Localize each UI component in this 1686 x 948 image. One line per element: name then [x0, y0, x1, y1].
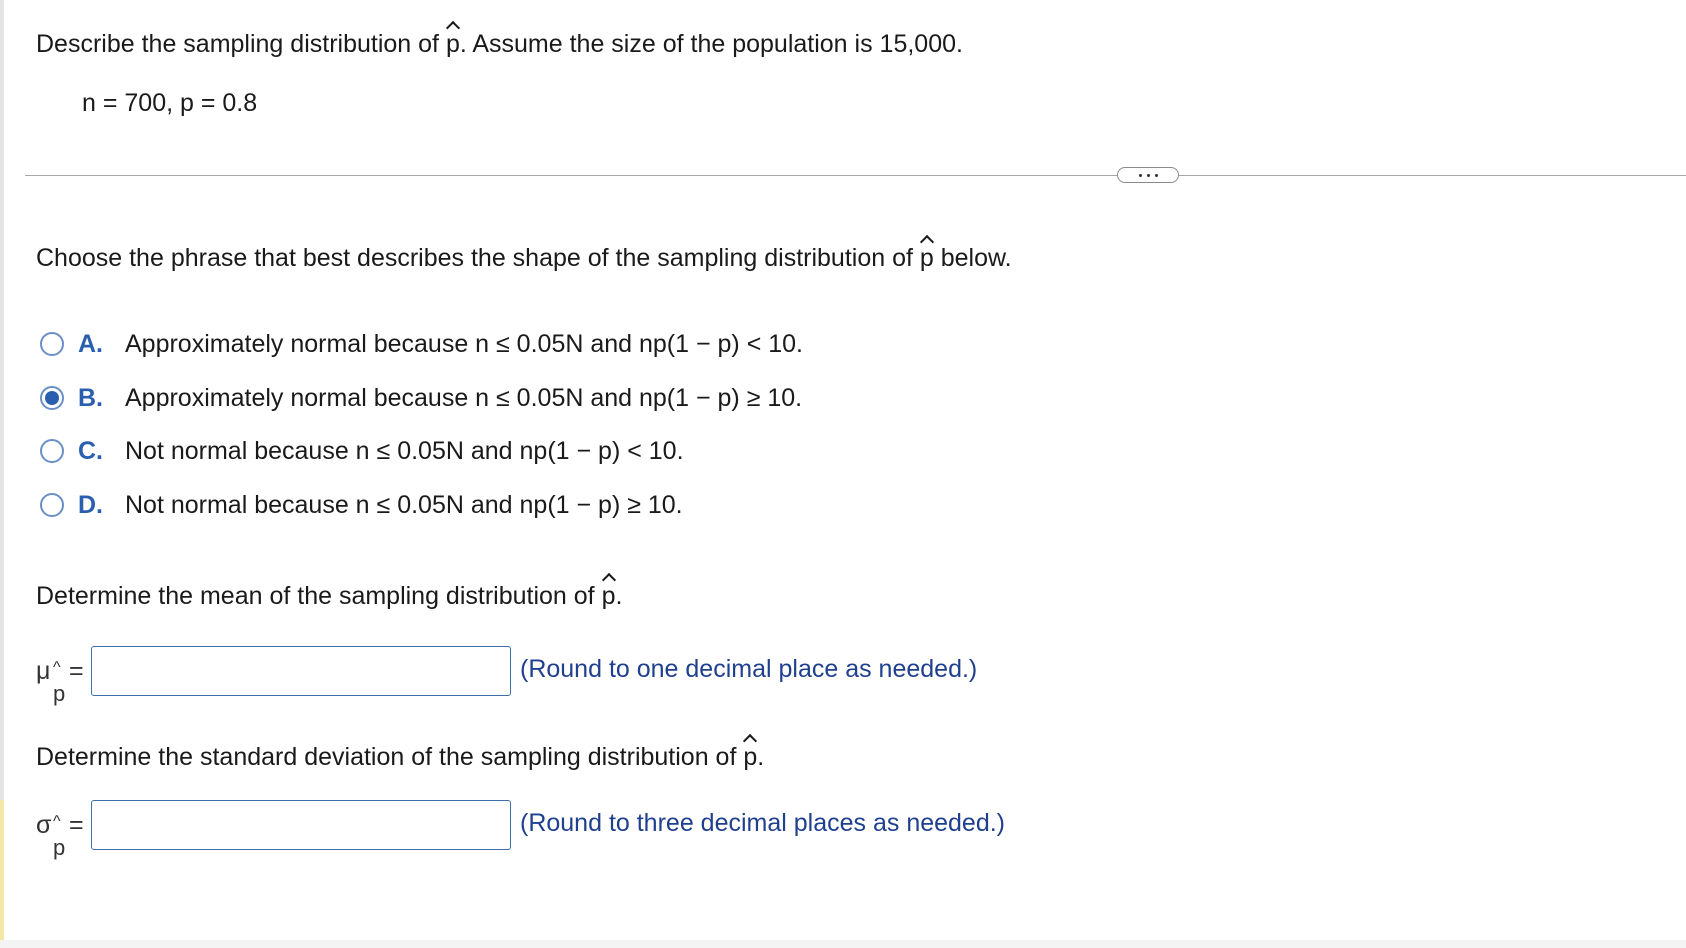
sd-symbol: [36, 811, 84, 860]
option-a-text: Approximately normal because n ≤ 0.05N and np(1 − p) < 10.: [125, 329, 804, 358]
shape-prompt-before: Choose the phrase that best describes the shape of the sampling distribution of: [36, 244, 920, 272]
shape-prompt-after: below.: [933, 244, 1012, 272]
problem-statement: [36, 30, 963, 59]
bottom-strip: [0, 940, 1686, 948]
problem-statement-before: Describe the sampling distribution of: [36, 30, 446, 58]
more-dot-icon: [1155, 174, 1158, 177]
p-hat-symbol: p: [919, 244, 934, 272]
p-hat-symbol: p: [601, 582, 616, 610]
given-values: n = 700, p = 0.8: [82, 89, 258, 117]
sigma-symbol: σ: [36, 811, 52, 839]
mean-equals: =: [69, 657, 84, 685]
option-c-letter: C.: [78, 436, 103, 465]
option-a[interactable]: [40, 326, 803, 362]
shape-prompt: [36, 244, 1012, 273]
mean-subscript: p: [53, 681, 66, 706]
mean-answer-input[interactable]: [91, 646, 511, 696]
option-a-letter: A.: [78, 329, 103, 358]
option-d-radio[interactable]: [40, 493, 64, 517]
mean-symbol: [36, 657, 84, 706]
mu-symbol: μ: [36, 657, 51, 685]
problem-statement-after: . Assume the size of the population is 15,000.: [459, 30, 963, 58]
sd-prompt: [36, 743, 764, 772]
p-hat-symbol: p: [743, 743, 758, 771]
mean-prompt: [36, 582, 622, 611]
sd-answer-input[interactable]: [91, 800, 511, 850]
option-d-text: Not normal because n ≤ 0.05N and np(1 − p) ≥ 10.: [125, 490, 683, 519]
option-b-radio[interactable]: [40, 386, 64, 410]
mean-hat-mark: ^: [53, 659, 61, 676]
sd-hat-mark: ^: [53, 813, 61, 830]
mean-hint: (Round to one decimal place as needed.): [520, 655, 978, 683]
option-d-letter: D.: [78, 490, 103, 519]
sd-equals: =: [69, 811, 84, 839]
option-d[interactable]: [40, 487, 683, 523]
option-c[interactable]: [40, 433, 684, 469]
option-b[interactable]: [40, 380, 802, 416]
section-divider: [25, 175, 1686, 176]
option-c-text: Not normal because n ≤ 0.05N and np(1 − p) < 10.: [125, 436, 684, 465]
option-b-letter: B.: [78, 383, 103, 412]
more-options-button[interactable]: [1117, 167, 1179, 183]
p-hat-symbol: p: [445, 30, 460, 58]
sd-prompt-before: Determine the standard deviation of the sampling distribution of: [36, 743, 744, 771]
left-edge-rule: [0, 0, 4, 948]
option-a-radio[interactable]: [40, 332, 64, 356]
mean-prompt-after: .: [615, 582, 623, 610]
option-b-text: Approximately normal because n ≤ 0.05N and np(1 − p) ≥ 10.: [125, 383, 803, 412]
left-edge-accent: [0, 800, 4, 948]
more-dot-icon: [1147, 174, 1150, 177]
sd-hint: (Round to three decimal places as needed.): [520, 809, 1006, 837]
mean-prompt-before: Determine the mean of the sampling distribution of: [36, 582, 602, 610]
sd-prompt-after: .: [757, 743, 765, 771]
more-dot-icon: [1139, 174, 1142, 177]
sd-subscript: p: [53, 835, 66, 860]
option-c-radio[interactable]: [40, 439, 64, 463]
